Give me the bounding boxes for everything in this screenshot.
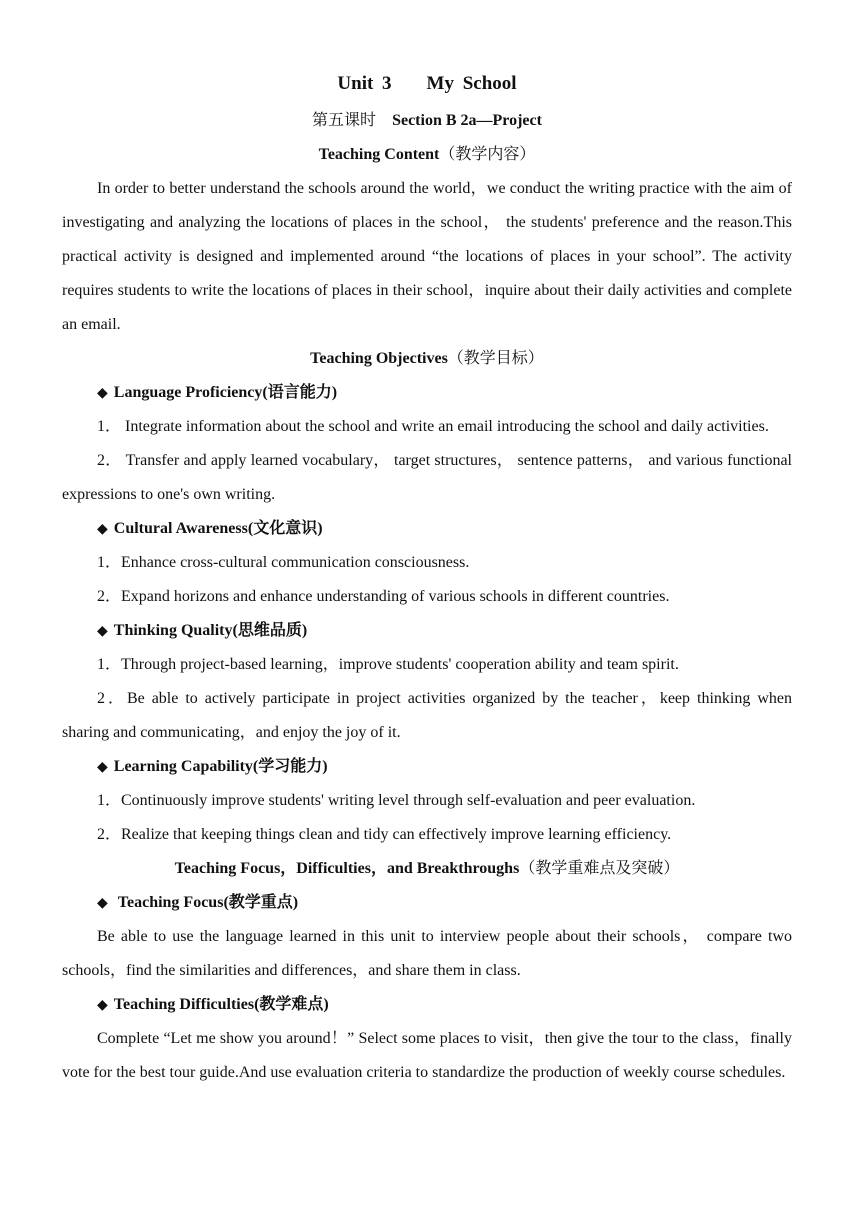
thinking-label-zh: (思维品质) <box>232 622 308 639</box>
focus-heading <box>62 852 792 886</box>
cultural-item-2: 2．Expand horizons and enhance understanding of various schools in different countries. <box>97 588 670 605</box>
learning-label-zh: (学习能力) <box>252 758 328 775</box>
focus-heading-zh: （教学重难点及突破） <box>519 860 680 877</box>
thinking-label-en: Thinking Quality <box>113 622 233 639</box>
objectives-heading <box>62 342 792 376</box>
teaching-difficulties-heading <box>62 988 792 1022</box>
language-item-1: 1． Integrate information about the school and write an email introducing the school and daily activities. <box>97 418 769 435</box>
diamond-bullet-icon: ◆ <box>97 385 108 401</box>
content-paragraph: In order to better understand the schools around the world，we conduct the writing practice with the aim of investigating and analyzing the locations of places in the school， the students' preference and the reason.This practical activity is designed and implemented around “the locations of places in your school”. The activity requires students to write the locations of places in their school，inquire about their daily activities and complete an email. <box>62 180 792 333</box>
teaching-difficulties-label-en: Teaching Difficulties <box>113 996 255 1013</box>
diamond-bullet-icon: ◆ <box>97 997 108 1013</box>
lesson-subtitle <box>62 104 792 138</box>
lesson-number: 第五课时 <box>312 112 377 129</box>
teaching-focus-label-en: Teaching Focus <box>117 894 224 911</box>
cultural-heading <box>62 512 792 546</box>
thinking-heading <box>62 614 792 648</box>
teaching-focus-heading <box>62 886 792 920</box>
objectives-heading-zh: （教学目标） <box>447 350 544 367</box>
language-label-zh: (语言能力) <box>262 384 338 401</box>
document-page <box>62 64 792 1090</box>
learning-item-1: 1．Continuously improve students' writing level through self‑evaluation and peer evaluation. <box>97 792 696 809</box>
diamond-bullet-icon: ◆ <box>97 759 108 775</box>
cultural-label-zh: (文化意识) <box>247 520 323 537</box>
content-heading-zh: （教学内容） <box>439 146 536 163</box>
language-heading <box>62 376 792 410</box>
cultural-label-en: Cultural Awareness <box>113 520 248 537</box>
teaching-difficulties-text: Complete “Let me show you around！” Select some places to visit，then give the tour to the class，finally vote for the best tour guide.And use evaluation criteria to standardize the production of weekly course schedules. <box>62 1030 792 1081</box>
content-heading <box>62 138 792 172</box>
document-title: Unit 3 My School <box>337 73 517 94</box>
learning-heading <box>62 750 792 784</box>
focus-heading-en: Teaching Focus，Difficulties，and Breakthroughs <box>174 860 520 877</box>
teaching-focus-text: Be able to use the language learned in this unit to interview people about their schools， compare two schools，find the similarities and differences，and share them in class. <box>62 928 793 979</box>
learning-item-2: 2．Realize that keeping things clean and tidy can effectively improve learning efficiency. <box>97 826 672 843</box>
language-item-2: 2． Transfer and apply learned vocabulary， target structures， sentence patterns， and various functional expressions to one's own writing. <box>62 452 792 503</box>
language-label-en: Language Proficiency <box>113 384 263 401</box>
diamond-bullet-icon: ◆ <box>97 521 108 537</box>
thinking-item-2: 2．Be able to actively participate in project activities organized by the teacher，keep thinking when sharing and communicating，and enjoy the joy of it. <box>62 690 792 741</box>
objectives-heading-en: Teaching Objectives <box>310 350 448 367</box>
lesson-section: Section B 2a—Project <box>392 112 542 129</box>
teaching-focus-label-zh: (教学重点) <box>223 894 299 911</box>
diamond-bullet-icon: ◆ <box>97 623 108 639</box>
learning-label-en: Learning Capability <box>113 758 253 775</box>
content-heading-en: Teaching Content <box>318 146 440 163</box>
diamond-bullet-icon: ◆ <box>97 895 108 911</box>
teaching-difficulties-label-zh: (教学难点) <box>254 996 329 1013</box>
cultural-item-1: 1．Enhance cross‑cultural communication consciousness. <box>97 554 470 571</box>
thinking-item-1: 1．Through project‑based learning，improve students' cooperation ability and team spirit. <box>97 656 679 673</box>
